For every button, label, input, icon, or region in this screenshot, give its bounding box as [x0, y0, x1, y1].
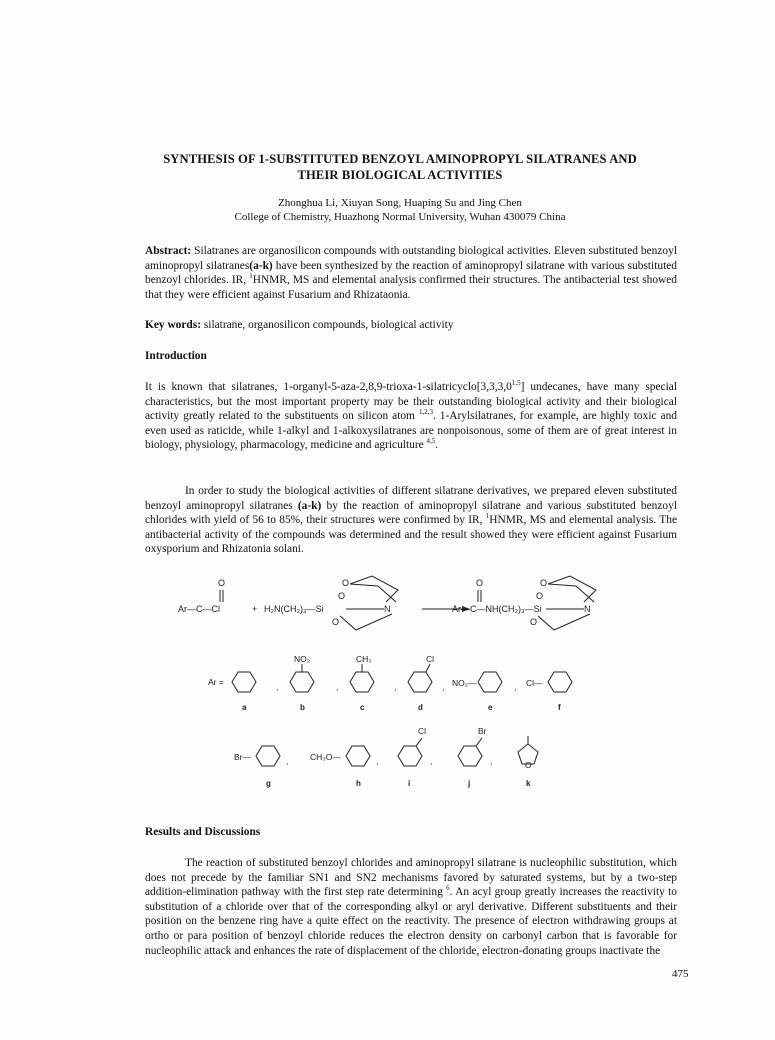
affiliation: College of Chemistry, Huazhong Normal University, Wuhan 430079 China — [234, 211, 566, 223]
abstract — [145, 244, 677, 302]
benzene-h — [346, 746, 370, 766]
ar-label: Ar = — [208, 677, 224, 687]
abstract-text-3: HNMR, MS and elemental analysis confirmed their structures. The antibacterial test showed that they were efficient against Fusarium and Rhizataonia. — [145, 274, 677, 301]
results-text-b: . An acyl group greatly increases the reactivity to substitution of a chloride over that of the corresponding alkyl or aryl derivative. Different substituents and their position on the benzene ring have a quite effect on the reactivity. The presence of electron withdrawing groups at ortho or para position of benzoyl chloride reduces the electron density on carbonyl carbon that is favorable for nucleophilic attack and enhances the rate of displacement of the chloride, electron-donating groups inactivate the — [145, 886, 677, 957]
label-a: a — [242, 703, 247, 712]
keywords-text: silatrane, organosilicon compounds, biological activity — [201, 319, 454, 331]
para-ch3o: CH₃O— — [310, 752, 341, 762]
results-paragraph-1 — [145, 856, 677, 958]
label-b: b — [300, 703, 305, 712]
comma-e: , — [514, 682, 517, 692]
intro-sup-1: 1,5 — [511, 379, 521, 388]
benzene-i — [398, 746, 422, 766]
benzene-j — [458, 746, 482, 766]
bond-cl — [426, 664, 430, 672]
benzene-c — [350, 672, 374, 692]
para-no2: NO₂— — [452, 678, 477, 688]
comma-d: , — [442, 682, 445, 692]
keywords-label: Key words: — [145, 319, 201, 331]
results-heading: Results and Discussions — [145, 826, 261, 838]
reaction-scheme — [160, 572, 640, 822]
title-line-1: SYNTHESIS OF 1-SUBSTITUTED BENZOYL AMINOPROPYL SILATRANES AND — [163, 152, 637, 166]
intro-text-2a: In order to study the biological activities of different silatrane derivatives, we prepared eleven substituted benzoyl aminopropyl silatranes — [145, 485, 677, 512]
intro-text-1d: . — [435, 439, 439, 452]
title-line-2: THEIR BIOLOGICAL ACTIVITIES — [297, 168, 503, 182]
introduction-paragraph-1 — [145, 380, 677, 453]
oxygen-cage-1a: O — [342, 578, 350, 588]
comma-b: , — [336, 682, 339, 692]
label-d: d — [418, 703, 423, 712]
benzene-g — [256, 746, 280, 766]
furan-oxygen: O — [525, 760, 532, 770]
intro-text-2b: by the reaction of aminopropyl silatrane and various substituted benzoyl chlorides with yield of 56 to 85%, their structures were confirmed by IR, — [145, 499, 677, 527]
intro-sup-2: 1,2,3 — [418, 408, 433, 417]
benzene-e — [478, 672, 502, 692]
benzene-a — [232, 672, 256, 692]
label-j: j — [468, 779, 471, 788]
label-g: g — [266, 779, 271, 788]
abstract-range: (a-k) — [249, 259, 273, 272]
nitrogen-2: N — [584, 604, 591, 614]
oxygen-cage-2b: O — [536, 591, 544, 601]
product-amide: Ar—C—NH(CH₂)₃—Si — [452, 604, 542, 614]
substituent-no2: NO₂ — [294, 654, 311, 664]
results-sup: 6 — [446, 884, 450, 893]
intro-text-1b: ] undecanes, have many special characteristics, but the most important property may be their outstanding biological activity and their biological activity greatly related to the substituents on silicon atom — [145, 381, 677, 423]
comma-g: , — [286, 756, 289, 766]
substituent-ch3: CH₃ — [356, 654, 372, 664]
comma-i: , — [430, 756, 433, 766]
benzene-b — [290, 672, 314, 692]
reactant-acyl-chloride: Ar—C—Cl — [178, 604, 220, 614]
keywords — [145, 318, 677, 333]
substituent-cl-i: Cl — [418, 726, 427, 736]
intro-text-1c: . 1-Arylsilatranes, for example, are highly toxic and even used as raticide, while 1-alkyl and 1-alkoxysilatranes are nonpoisonous, some of them are of great interest in biology, physiology, pharmacology, medicine and agriculture — [145, 410, 677, 452]
authors: Zhonghua Li, Xiuyan Song, Huaping Su and Jing Chen — [278, 197, 522, 209]
comma-c: , — [394, 682, 397, 692]
intro-sup-4: 1 — [485, 512, 490, 521]
abstract-label: Abstract: — [145, 245, 192, 257]
intro-sup-3: 4,5 — [426, 437, 436, 446]
abstract-text-2: have been synthesized by the reaction of aminopropyl silatrane with various substituted benzoyl chlorides. IR, — [145, 259, 678, 287]
nitrogen-1: N — [384, 604, 391, 614]
comma-j: , — [490, 756, 493, 766]
abstract-text-1: Silatranes are organosilicon compounds with outstanding biological activities. Eleven substituted benzoyl aminopropyl silatranes — [145, 245, 677, 272]
paper-title — [120, 151, 680, 183]
benzene-f — [548, 672, 572, 692]
bond-cl-i — [416, 738, 422, 746]
benzene-d — [408, 672, 432, 692]
reagent-aminopropyl: H₂N(CH₂)₃—Si — [264, 604, 324, 614]
results-text-a: The reaction of substituted benzoyl chlorides and aminopropyl silatrane is nucleophilic substitution, which does not precede by the familiar SN1 and SN2 mechanisms favored by saturated systems, but by a two-step addition-elimination pathway with the first step rate determining — [145, 857, 677, 899]
label-k: k — [526, 779, 531, 788]
oxygen-reactant: O — [218, 578, 226, 588]
substituent-br-j: Br — [478, 726, 487, 736]
comma-h: , — [376, 756, 379, 766]
para-br: Br— — [234, 752, 251, 762]
intro-range: (a-k) — [297, 499, 322, 512]
introduction-heading: Introduction — [145, 350, 207, 362]
abstract-superscript: 1 — [249, 272, 253, 281]
substituent-cl: Cl — [426, 654, 435, 664]
page-number: 475 — [672, 968, 689, 980]
comma-a: , — [276, 682, 279, 692]
introduction-paragraph-2 — [145, 484, 677, 557]
label-e: e — [488, 703, 493, 712]
oxygen-cage-1b: O — [338, 591, 346, 601]
para-cl: Cl— — [526, 678, 543, 688]
oxygen-cage-2c: O — [530, 617, 538, 627]
label-f: f — [558, 703, 561, 712]
oxygen-cage-1c: O — [332, 617, 340, 627]
plus-sign: + — [252, 604, 258, 614]
label-h: h — [356, 779, 361, 788]
author-block — [140, 196, 660, 224]
label-c: c — [360, 703, 365, 712]
label-i: i — [408, 779, 411, 788]
bond-br-j — [476, 738, 482, 746]
intro-text-2c: HNMR, MS and elemental analysis. The antibacterial activity of the compounds was determined and the result showed they were efficient against Fusarium oxysporium and Rhizatonia solani. — [145, 514, 677, 556]
oxygen-cage-2a: O — [540, 578, 548, 588]
oxygen-product: O — [476, 578, 484, 588]
intro-text-1a: It is known that silatranes, 1-organyl-5-aza-2,8,9-trioxa-1-silatricyclo[3,3,3,0 — [145, 381, 512, 393]
